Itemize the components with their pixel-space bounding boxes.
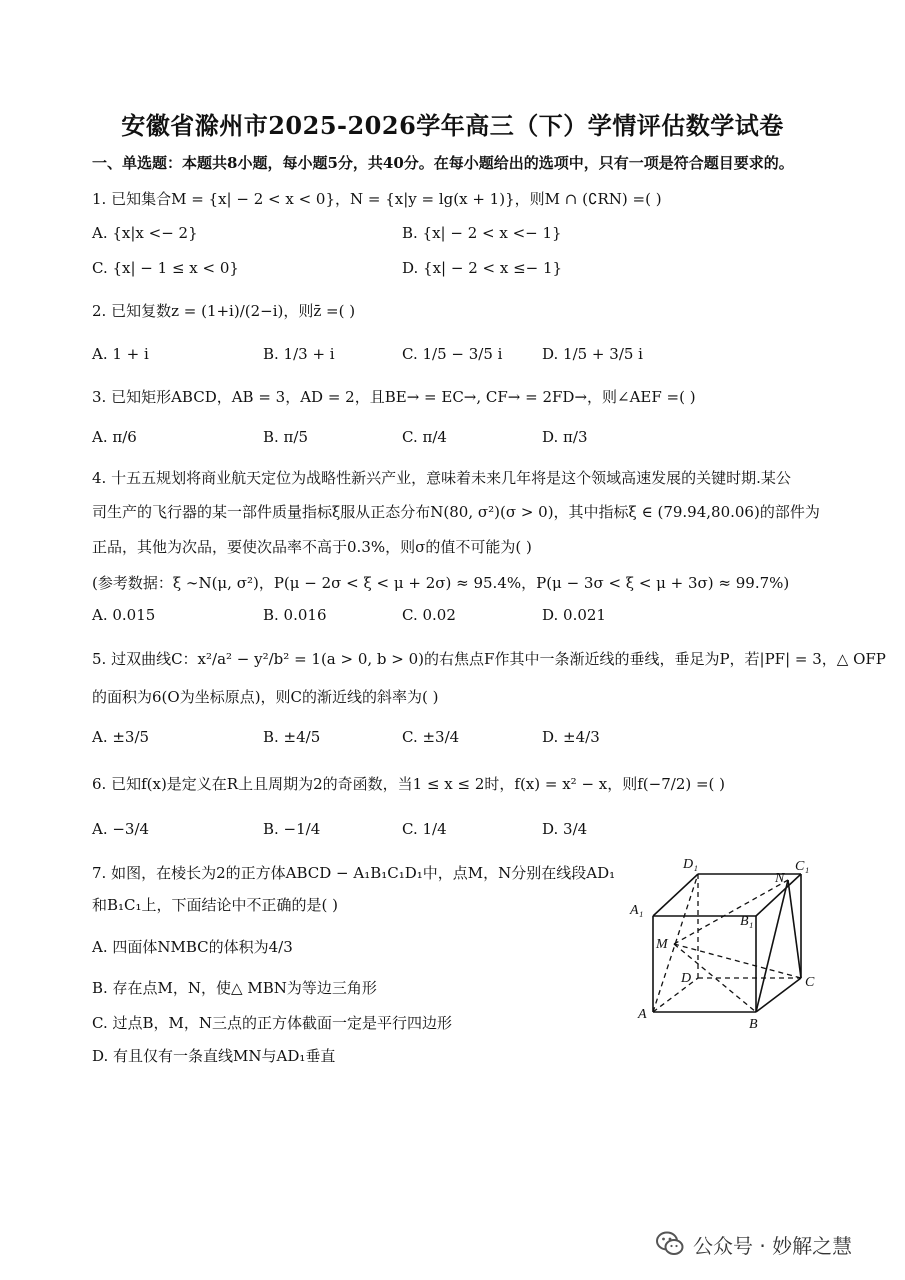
question-4-reference: (参考数据：ξ ∼N(μ, σ²)，P(μ − 2σ < ξ < μ + 2σ) ≈ 95.4%，P(μ − 3σ < ξ < μ + 3σ) ≈ 99.7%) <box>92 574 790 592</box>
q5-option-d: D. ±4/3 <box>542 728 600 746</box>
label-A1: A₁ <box>630 903 644 918</box>
q7-option-b: B. 存在点M，N，使△ MBN为等边三角形 <box>92 979 377 997</box>
watermark-text: 公众号 · 妙解之慧 <box>693 1233 853 1258</box>
q3-option-d: D. π/3 <box>542 428 588 446</box>
label-D1: D₁ <box>683 857 698 872</box>
question-7-line-1: 7. 如图，在棱长为2的正方体ABCD − A₁B₁C₁D₁中，点M，N分别在线段AD₁ <box>92 864 616 882</box>
question-2-stem: 2. 已知复数z = (1+i)/(2−i)，则z̄ =( ) <box>92 302 356 320</box>
q2-option-b: B. 1/3 + i <box>263 345 335 363</box>
label-B1: B₁ <box>740 914 754 929</box>
segment-MN <box>674 880 788 944</box>
q6-option-a: A. −3/4 <box>92 820 150 838</box>
segment-MC <box>674 944 801 978</box>
q4-option-a: A. 0.015 <box>92 606 156 624</box>
label-C1: C₁ <box>795 859 810 874</box>
question-3-stem: 3. 已知矩形ABCD，AB = 3，AD = 2，且BE→ = EC→, CF→ = 2FD→，则∠AEF =( ) <box>92 388 696 406</box>
page-title: 安徽省滁州市2025-2026学年高三（下）学情评估数学试卷 <box>121 111 784 140</box>
q1-option-a: A. {x|x <− 2} <box>92 224 198 242</box>
label-D: D <box>681 971 692 986</box>
segment-NC <box>788 880 801 978</box>
q1-option-b: B. {x| − 2 < x <− 1} <box>402 224 562 242</box>
question-6-stem: 6. 已知f(x)是定义在R上且周期为2的奇函数，当1 ≤ x ≤ 2时，f(x) = x² − x，则f(−7/2) =( ) <box>92 775 726 793</box>
q3-option-c: C. π/4 <box>402 428 447 446</box>
edge-A1D1 <box>653 874 698 916</box>
label-M: M <box>656 937 668 952</box>
question-7-line-2: 和B₁C₁上，下面结论中不正确的是( ) <box>92 896 338 914</box>
label-C: C <box>805 975 815 990</box>
q1-option-c: C. {x| − 1 ≤ x < 0} <box>92 259 239 277</box>
q3-option-a: A. π/6 <box>92 428 137 446</box>
section-heading: 一、单选题：本题共8小题，每小题5分，共40分。在每小题给出的选项中，只有一项是符合题目要求的。 <box>92 154 794 172</box>
label-A: A <box>638 1007 647 1022</box>
question-4-line-2: 司生产的飞行器的某一部件质量指标ξ服从正态分布N(80, σ²)(σ > 0)，其中指标ξ ∈ (79.94,80.06)的部件为 <box>92 503 820 521</box>
cube-diagram <box>628 852 828 1032</box>
q6-option-c: C. 1/4 <box>402 820 447 838</box>
question-4-line-1: 4. 十五五规划将商业航天定位为战略性新兴产业，意味着未来几年将是这个领域高速发展的关键时期.某公 <box>92 469 791 487</box>
q1-option-d: D. {x| − 2 < x ≤− 1} <box>402 259 563 277</box>
q4-option-d: D. 0.021 <box>542 606 606 624</box>
q5-option-b: B. ±4/5 <box>263 728 321 746</box>
account-watermark <box>655 1226 852 1262</box>
question-1-stem: 1. 已知集合M = {x| − 2 < x < 0}，N = {x|y = lg(x + 1)}，则M ∩ (∁RN) =( ) <box>92 190 662 208</box>
cube-figure <box>628 852 828 1032</box>
q7-option-c: C. 过点B，M，N三点的正方体截面一定是平行四边形 <box>92 1014 452 1032</box>
q3-option-b: B. π/5 <box>263 428 309 446</box>
question-4-line-3: 正品，其他为次品，要使次品率不高于0.3%，则σ的值不可能为( ) <box>92 538 532 556</box>
wechat-icon <box>655 1229 685 1259</box>
label-B: B <box>749 1017 758 1032</box>
question-5-line-1: 5. 过双曲线C：x²/a² − y²/b² = 1(a > 0, b > 0)的右焦点F作其中一条渐近线的垂线，垂足为P，若|PF| = 3，△ OFP <box>92 650 886 668</box>
question-5-line-2: 的面积为6(O为坐标原点)，则C的渐近线的斜率为( ) <box>92 688 439 706</box>
q6-option-d: D. 3/4 <box>542 820 588 838</box>
q5-option-a: A. ±3/5 <box>92 728 150 746</box>
label-N: N <box>775 871 785 886</box>
q2-option-a: A. 1 + i <box>92 345 149 363</box>
edge-AD <box>653 978 698 1012</box>
q7-option-a: A. 四面体NMBC的体积为4/3 <box>92 938 293 956</box>
q4-option-b: B. 0.016 <box>263 606 327 624</box>
q7-option-d: D. 有且仅有一条直线MN与AD₁垂直 <box>92 1047 336 1065</box>
q5-option-c: C. ±3/4 <box>402 728 460 746</box>
q4-option-c: C. 0.02 <box>402 606 456 624</box>
q6-option-b: B. −1/4 <box>263 820 321 838</box>
q2-option-d: D. 1/5 + 3/5 i <box>542 345 643 363</box>
q2-option-c: C. 1/5 − 3/5 i <box>402 345 503 363</box>
